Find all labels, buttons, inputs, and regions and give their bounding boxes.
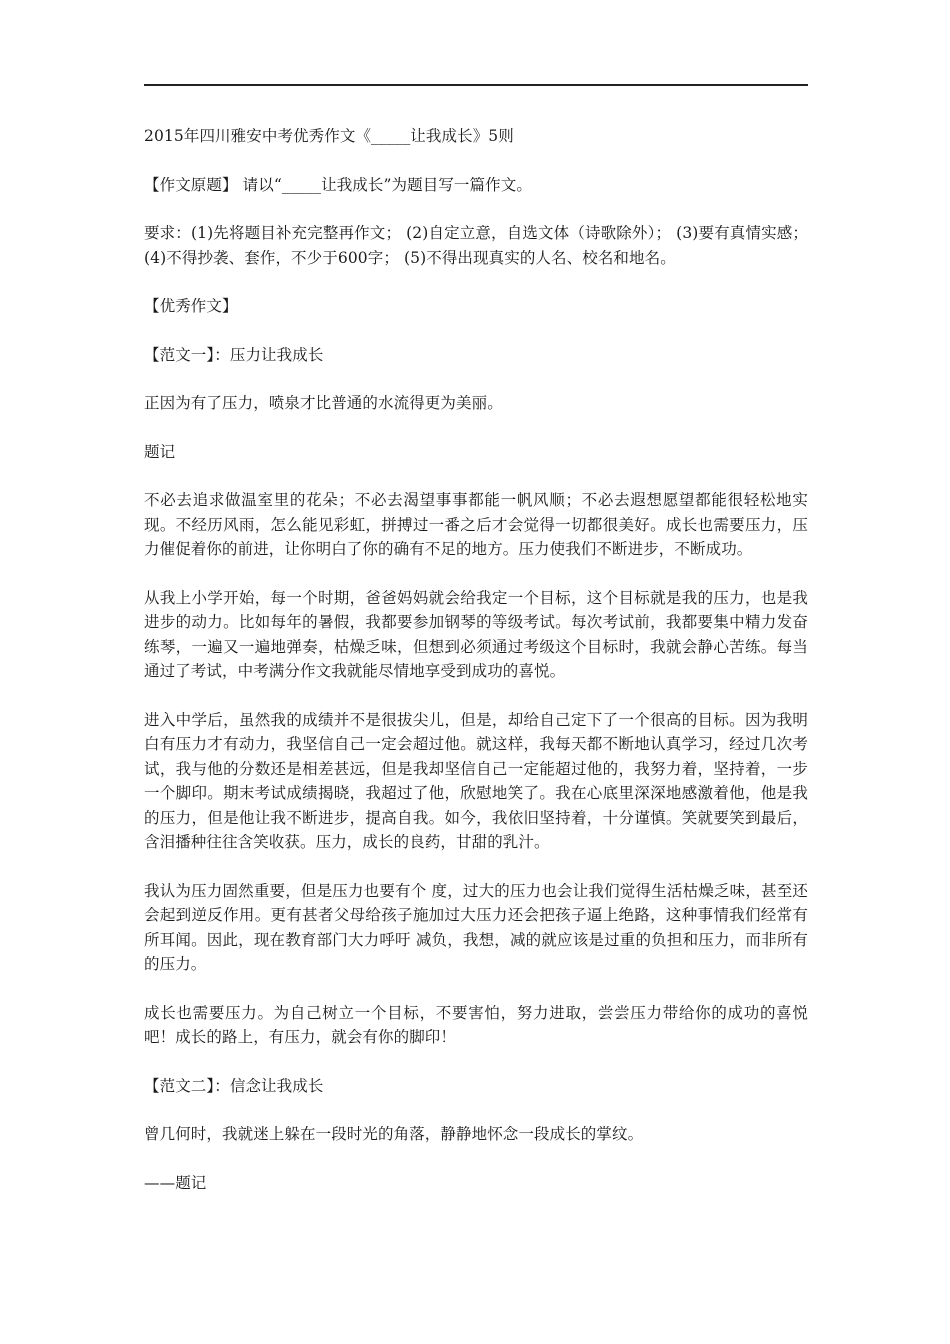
essay1-epigraph: 正因为有了压力，喷泉才比普通的水流得更为美丽。 [144,394,503,412]
section-heading: 【优秀作文】 [144,297,238,315]
essay1-epigraph-label: 题记 [144,442,176,461]
essay1-paragraph-3: 进入中学后，虽然我的成绩并不是很拔尖儿，但是，却给自己定下了一个很高的目标。因为我明白有压力才有动力，我坚信自己一定会超过他。就这样，我每天都不断地认真学习，经过几次考试，我与他的分数还是相差甚远，但是我却坚信自己一定能超过他的，我努力着，坚持着，一步一个脚印。期末考试成绩揭晓，我超过了他，欣慰地笑了。我在心底里深深地感激着他，他是我的压力，但是他让我不断进步，提高自我。如今，我依旧坚持着，十分谨慎。笑就要笑到最后，含泪播种往往含笑收获。压力，成长的良药，甘甜的乳汁。 [144,710,808,851]
document-page [144,0,808,1344]
essay1-paragraph-2: 从我上小学开始，每一个时期，爸爸妈妈就会给我定一个目标，这个目标就是我的压力，也是我进步的动力。比如每年的暑假，我都要参加钢琴的等级考试。每次考试前，我都要集中精力发奋练琴，一遍又一遍地弹奏，枯燥乏味，但想到必须通过考级这个目标时，我就会静心苦练。每当通过了考试，中考满分作文我就能尽情地享受到成功的喜悦。 [144,588,808,680]
requirements-paragraph: 要求：(1)先将题目补充完整再作文； (2)自定立意，自选文体（诗歌除外）； (3)要有真情实感； (4)不得抄袭、套作，不少于600字； (5)不得出现真实的人名、校名和地名。 [144,224,808,267]
essay2-epigraph-label: ——题记 [144,1173,207,1192]
document-body [144,124,808,1219]
document-title: 2015年四川雅安中考优秀作文《_____让我成长》5则 [144,127,514,145]
essay2-heading: 【范文二】：信念让我成长 [144,1076,324,1095]
essay1-paragraph-5: 成长也需要压力。为自己树立一个目标，不要害怕，努力进取，尝尝压力带给你的成功的喜悦吧！成长的路上，有压力，就会有你的脚印！ [144,1003,808,1046]
essay1-paragraph-4: 我认为压力固然重要，但是压力也要有个 度，过大的压力也会让我们觉得生活枯燥乏味，甚至还会起到逆反作用。更有甚者父母给孩子施加过大压力还会把孩子逼上绝路，这种事情我们经常有所耳闻。因此，现在教育部门大力呼吁 减负，我想，减的就应该是过重的负担和压力，而非所有的压力。 [144,881,808,973]
prompt-line: 【作文原题】 请以“_____让我成长”为题目写一篇作文。 [144,175,532,194]
essay1-paragraph-1: 不必去追求做温室里的花朵；不必去渴望事事都能一帆风顺；不必去遐想愿望都能很轻松地实现。不经历风雨，怎么能见彩虹，拼搏过一番之后才会觉得一切都很美好。成长也需要压力，压力催促着你的前进，让你明白了你的确有不足的地方。压力使我们不断进步，不断成功。 [144,491,808,558]
header-rule [144,84,808,86]
essay2-epigraph: 曾几何时，我就迷上躲在一段时光的角落，静静地怀念一段成长的掌纹。 [144,1125,644,1143]
essay1-heading: 【范文一】：压力让我成长 [144,345,324,364]
